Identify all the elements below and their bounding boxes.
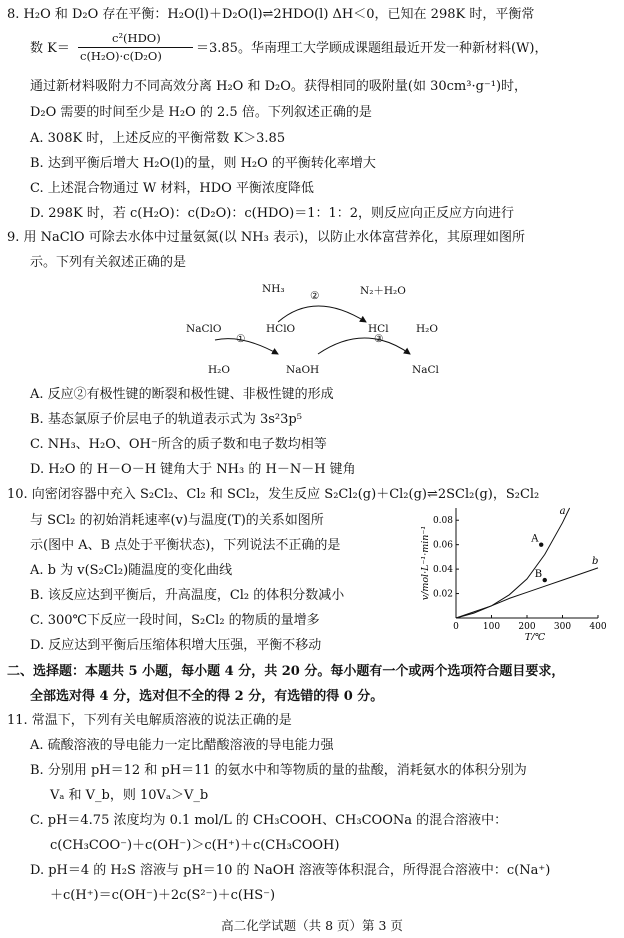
q8-option-d: D. 298K 时，若 c(H₂O)：c(D₂O)：c(HDO)＝1：1：2，则反应向正反应方向进行 [30,206,515,221]
q8-option-b: B. 达到平衡后增大 H₂O(l)的量，则 H₂O 的平衡转化率增大 [30,156,376,171]
label-circle-1: ① [236,333,246,345]
label-hclo: HClO [266,323,296,335]
q9-option-c: C. NH₃、H₂O、OH⁻所含的质子数和电子数均相等 [30,437,327,452]
point-B [543,578,547,582]
label-nacl: NaCl [412,364,439,376]
label-naclo: NaClO [186,323,222,335]
q9-option-b: B. 基态氯原子价层电子的轨道表示式为 3s²3p⁵ [30,412,302,427]
q10-line-1: 10. 向密闭容器中充入 S₂Cl₂、Cl₂ 和 SCl₂，发生反应 S₂Cl₂(g)＋Cl₂(g)⇌2SCl₂(g)，S₂Cl₂ [7,487,540,502]
label-h2o-left: H₂O [208,364,230,376]
section2-line-2: 全部选对得 4 分，选对但不全的得 2 分，有选错的得 0 分。 [30,689,384,704]
section2-line-1: 二、选择题：本题共 5 小题，每小题 4 分，共 20 分。每小题有一个或两个选项符合题目要求， [7,664,565,679]
y-tick-label: 0.06 [432,540,453,551]
q9-line-2: 示。下列有关叙述正确的是 [30,255,187,270]
q8-option-a: A. 308K 时，上述反应的平衡常数 K＞3.85 [30,131,286,146]
q8-line-1: 8. H₂O 和 D₂O 存在平衡：H₂O(l)＋D₂O(l)⇌2HDO(l) ΔH＜0，已知在 298K 时，平衡常 [7,7,535,22]
q11-option-b-line-2: Vₐ 和 V_b，则 10Vₐ＞V_b [50,788,209,803]
q8-fraction-numerator: c²(HDO) [112,31,161,45]
y-tick-label: 0.02 [432,589,453,600]
rate-temperature-chart [418,500,618,640]
q10-option-a: A. b 为 v(S₂Cl₂)随温度的变化曲线 [30,563,233,578]
x-axis-label: T/℃ [524,632,546,640]
label-hcl: HCl [368,323,389,335]
label-h2o-right: H₂O [416,323,438,335]
series-label-b: b [592,555,599,567]
q8-line-3: 通过新材料吸附力不同高效分离 H₂O 和 D₂O。获得相同的吸附量(如 30cm³·g⁻¹)时， [30,79,528,94]
arrow-step-1 [215,339,278,354]
q8-line-4: D₂O 需要的时间至少是 H₂O 的 2.5 倍。下列叙述正确的是 [30,105,372,120]
point-label-A: A [531,533,539,545]
q11-option-a: A. 硫酸溶液的导电能力一定比醋酸溶液的导电能力强 [30,738,334,753]
q8-fraction-bar [78,47,193,48]
q11-option-c-line-2: c(CH₃COO⁻)＋c(OH⁻)＞c(H⁺)＋c(CH₃COOH) [50,838,340,853]
q11-line-1: 11. 常温下，下列有关电解质溶液的说法正确的是 [7,713,292,728]
x-tick-label: 200 [518,622,536,632]
arrow-step-2 [278,306,366,322]
label-naoh: NaOH [286,364,320,376]
q10-line-3: 示(图中 A、B 点处于平衡状态)，下列说法不正确的是 [30,538,341,553]
series-line-a [456,508,570,618]
x-tick-label: 300 [553,622,572,632]
x-tick-label: 100 [482,622,501,632]
y-axis-label: v/mol·L⁻¹·min⁻¹ [420,525,431,601]
label-circle-3: ③ [374,333,384,345]
q9-option-a: A. 反应②有极性键的断裂和极性键、非极性键的形成 [30,387,334,402]
reaction-diagram [170,272,460,384]
q11-option-d-line-2: ＋c(H⁺)＝c(OH⁻)＋2c(S²⁻)＋c(HS⁻) [50,888,276,903]
label-nh3: NH₃ [262,283,285,295]
label-n2-h2o: N₂＋H₂O [360,285,406,297]
q9-option-d: D. H₂O 的 H－O－H 键角大于 NH₃ 的 H－N－H 键角 [30,462,356,477]
point-label-B: B [534,569,543,581]
series-label-a: a [559,506,566,517]
q10-option-d: D. 反应达到平衡后压缩体积增大压强，平衡不移动 [30,638,322,653]
q11-option-b-line-1: B. 分别用 pH＝12 和 pH＝11 的氨水中和等物质的量的盐酸，消耗氨水的体积分别为 [30,763,527,778]
label-circle-2: ② [310,290,320,302]
point-A [539,542,543,546]
y-tick-label: 0.04 [432,565,453,576]
q8-fraction-denominator: c(H₂O)·c(D₂O) [80,49,162,63]
q8-option-c: C. 上述混合物通过 W 材料，HDO 平衡浓度降低 [30,181,314,196]
x-tick-label: 400 [589,622,607,632]
q10-option-c: C. 300℃下反应一段时间，S₂Cl₂ 的物质的量增多 [30,613,320,628]
q11-option-c-line-1: C. pH＝4.75 浓度均为 0.1 mol/L 的 CH₃COOH、CH₃COONa 的混合溶液中： [30,813,508,828]
q8-line-2-prefix: 数 K＝ [30,41,70,56]
q10-line-2: 与 SCl₂ 的初始消耗速率(v)与温度(T)的关系如图所 [30,513,324,528]
arrow-step-3 [318,338,410,354]
y-tick-label: 0.08 [432,516,453,527]
series-line-b [456,568,598,618]
q11-option-d-line-1: D. pH＝4 的 H₂S 溶液与 pH＝10 的 NaOH 溶液等体积混合，所得混合溶液中：c(Na⁺) [30,863,551,878]
q8-line-2-suffix: ＝3.85。华南理工大学顾成课题组最近开发一种新材料(W)， [196,41,548,56]
page-footer: 高二化学试题（共 8 页）第 3 页 [221,918,403,933]
x-tick-label: 0 [453,622,459,632]
q10-option-b: B. 该反应达到平衡后，升高温度，Cl₂ 的体积分数减小 [30,588,345,603]
q9-line-1: 9. 用 NaClO 可除去水体中过量氨氮(以 NH₃ 表示)，以防止水体富营养化，其原理如图所 [7,230,526,245]
